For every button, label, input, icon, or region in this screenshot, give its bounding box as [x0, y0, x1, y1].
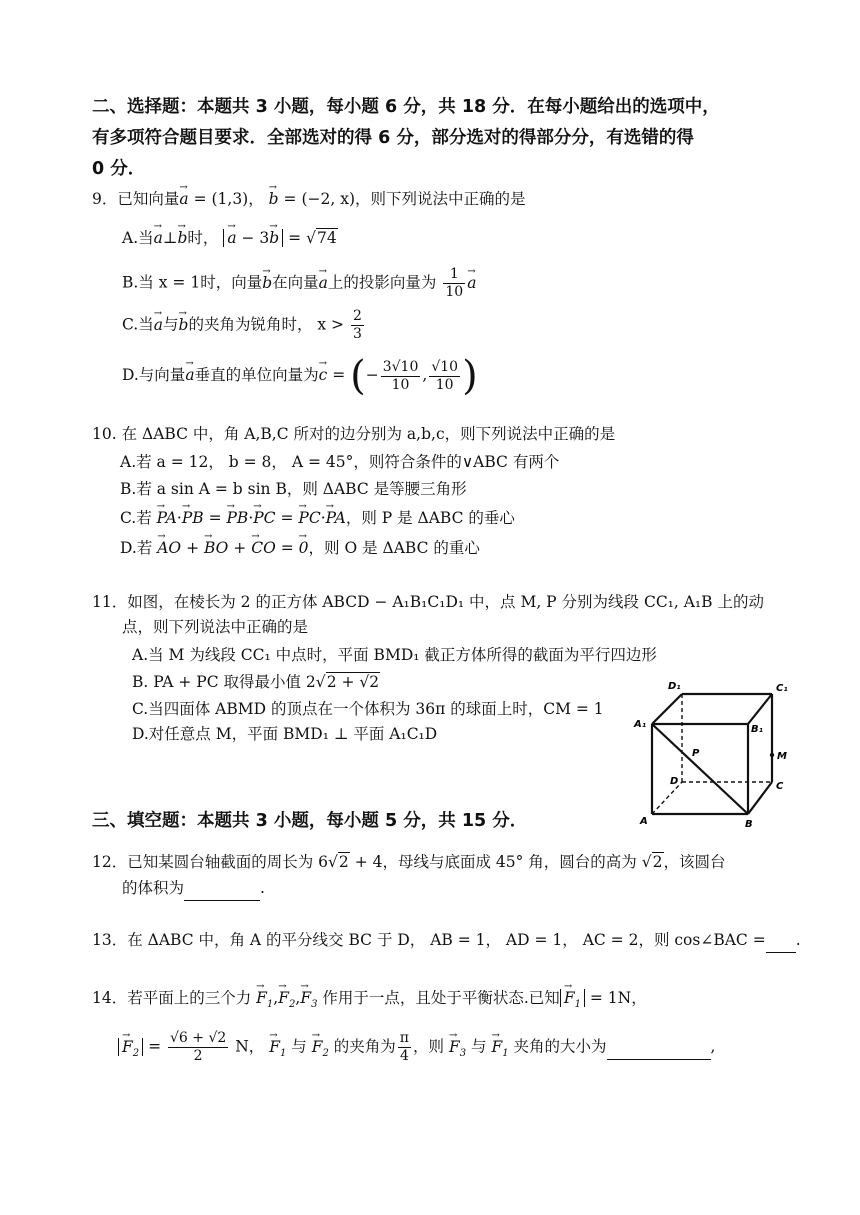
question-14-line1: 14．若平面上的三个力 → $F_1,\to F_2,\to F_3$ 作用于一点，且处于平衡状态.已知→ $F_1 = 1N$，	[92, 986, 647, 1017]
label-m: M	[777, 751, 787, 762]
label-b: B	[745, 819, 753, 830]
question-11-stem-line1: 11．如图，在棱长为 2 的正方体 ABCD − A₁B₁C₁D₁ 中，点 M, P 分别为线段 CC₁, A₁B 上的动	[92, 593, 764, 611]
question-11-option-c: C.当四面体 ABMD 的顶点在一个体积为 36π 的球面上时，CM = 1	[132, 700, 604, 718]
answer-blank-12[interactable]	[184, 876, 260, 901]
question-11-option-d: D.对任意点 M，平面 BMD₁ ⊥ 平面 A₁C₁D	[132, 725, 438, 743]
vector-a: → a	[179, 187, 188, 211]
answer-blank-14[interactable]	[607, 1035, 711, 1060]
question-9-stem: 9．已知向量→ a = (1,3)， → b = (−2, x)，则下列说法中正确的是	[92, 187, 526, 211]
section-2-heading-line2: 有多项符合题目要求．全部选对的得 6 分，部分选对的得部分分，有选错的得	[92, 128, 694, 148]
section-2-heading	[92, 92, 792, 185]
label-d: D	[670, 776, 679, 787]
question-11-option-a: A.当 M 为线段 CC₁ 中点时，平面 BMD₁ 截正方体所得的截面为平行四边形	[132, 646, 657, 664]
label-b1: B₁	[751, 724, 764, 735]
question-10-option-b: B.若 a sin A = b sin B，则 ΔABC 是等腰三角形	[120, 480, 467, 498]
question-9-option-d: D.与向量→ a垂直的单位向量为→ c = (− $\frac{3√10}{10}$ , $\frac{√10}{10}$ )	[122, 356, 478, 396]
question-9-option-a: A.当→ a⊥→ b时， → a − 3→ b = √74	[122, 226, 338, 250]
question-9-option-c: C.当→ a与→ b的夹角为锐角时， x > $\frac{2}{3}$	[122, 308, 366, 343]
label-a1: A₁	[634, 719, 647, 730]
label-p: P	[692, 748, 700, 759]
label-c1: C₁	[776, 683, 788, 694]
question-10-stem: 10. 在 ΔABC 中，角 A,B,C 所对的边分别为 a,b,c，则下列说法中正确的是	[92, 425, 616, 443]
section-3-heading: 三、填空题：本题共 3 小题，每小题 5 分，共 15 分．	[92, 811, 528, 831]
label-a: A	[640, 816, 648, 827]
question-10-option-a: A.若 a = 12， b = 8， A = 45°，则符合条件的∨ABC 有两个	[120, 453, 560, 471]
question-12-line2: 的体积为 .	[122, 876, 265, 901]
vector-b: → b	[269, 187, 279, 211]
answer-blank-13[interactable]	[766, 928, 796, 953]
label-d1: D₁	[668, 681, 681, 692]
question-14-line2: → $F_2$ = $\frac{√6 + √2}{2}$ N， → $F_1$ 与 → $F_2$ 的夹角为 $\frac{\pi}{4}$ ，则 → $F_3$ 与 → $F_1$ 夹角的大小为 ,	[118, 1030, 715, 1066]
question-10-option-c: C.若 → PA·→ PB = → PB·→ PC = → PC·→ PA，则 P 是 ΔABC 的垂心	[120, 506, 515, 530]
section-2-heading-line1: 二、选择题：本题共 3 小题，每小题 6 分，共 18 分．在每小题给出的选项中，	[92, 97, 720, 117]
question-10-option-d: D.若 → AO + → BO + → CO = → 0，则 O 是 ΔABC 的重心	[120, 536, 480, 560]
question-12-line1: 12．已知某圆台轴截面的周长为 6√2 + 4，母线与底面成 45° 角，圆台的高为 √2，该圆台	[92, 853, 726, 871]
section-2-heading-line3: 0 分．	[92, 159, 146, 179]
question-9-option-b: B.当 x = 1时，向量→ b在向量→ a上的投影向量为 $\frac{1}{10}$ → a	[122, 266, 476, 301]
label-c: C	[776, 781, 784, 792]
question-13: 13．在 ΔABC 中，角 A 的平分线交 BC 于 D， AB = 1， AD = 1， AC = 2，则 cos∠BAC = .	[92, 928, 801, 953]
question-11-option-b: B. PA + PC 取得最小值 2√2 + √2	[132, 673, 380, 691]
question-11-stem-line2: 点，则下列说法中正确的是	[122, 618, 309, 636]
